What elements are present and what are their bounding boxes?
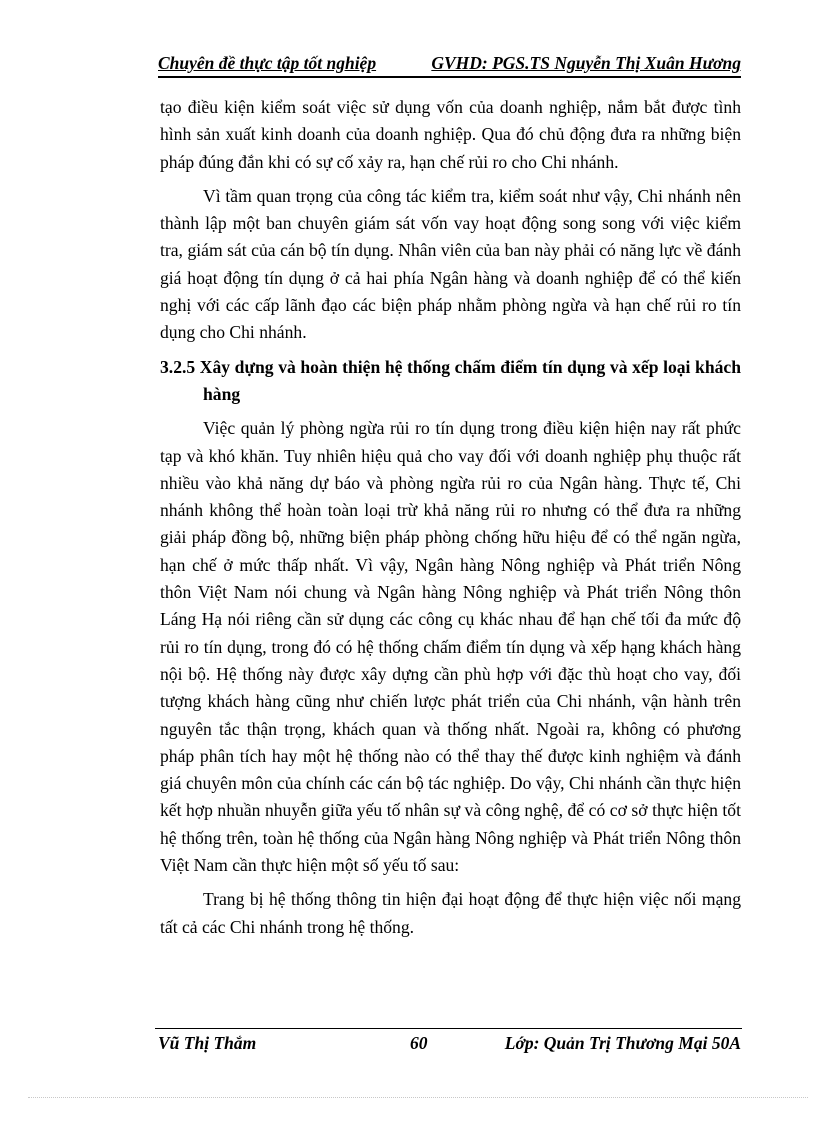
paragraph: Việc quản lý phòng ngừa rủi ro tín dụng trong điều kiện hiện nay rất phức tạp và khó khăn. Tuy nhiên hiệu quả cho vay đối với doanh nghiệp phụ thuộc rất nhiều vào khả năng dự báo và phòng ngừa rủi ro của Ngân hàng. Thực tế, Chi nhánh không thể hoàn toàn loại trừ khả năng rủi ro nhưng có thể đưa ra những giải pháp đồng bộ, những biện pháp phòng chống hữu hiệu để có thể ngăn ngừa, hạn chế ở mức thấp nhất. Vì vậy, Ngân hàng Nông nghiệp và Phát triển Nông thôn Việt Nam nói chung và Ngân hàng Nông nghiệp và Phát triển Nông thôn Láng Hạ nói riêng cần sử dụng các công cụ khác nhau để hạn chế tối đa mức độ rủi ro tín dụng, trong đó có hệ thống chấm điểm tín dụng và xếp hạng khách hàng nội bộ. Hệ thống này được xây dựng cần phù hợp với đặc thù hoạt cho vay, đối tượng khách hàng cũng như chiến lược phát triển của Chi nhánh, vận hành trên nguyên tắc thận trọng, khách quan và thống nhất. Ngoài ra, không có phương pháp phân tích hay một hệ thống nào có thể thay thế được kinh nghiệm và đánh giá chuyên môn của chính các cán bộ tác nghiệp. Do vậy, Chi nhánh cần thực hiện kết hợp nhuần nhuyễn giữa yếu tố nhân sự và công nghệ, để có cơ sở thực hiện tốt hệ thống trên, toàn hệ thống của Ngân hàng Nông nghiệp và Phát triển Nông thôn Việt Nam cần thực hiện một số yếu tố sau: <box>160 418 741 876</box>
header-supervisor: GVHD: PGS.TS Nguyễn Thị Xuân Hương <box>431 53 741 73</box>
footer-class: Lớp: Quản Trị Thương Mại 50A <box>504 1033 741 1053</box>
paragraph-continued: tạo điều kiện kiểm soát việc sử dụng vốn của doanh nghiệp, nắm bắt được tình hình sản xuất kinh doanh của doanh nghiệp. Qua đó chủ động đưa ra những biện pháp đúng đắn khi có sự cố xảy ra, hạn chế rủi ro cho Chi nhánh. <box>160 97 741 172</box>
footer-author: Vũ Thị Thắm <box>158 1033 257 1053</box>
paragraph: Trang bị hệ thống thông tin hiện đại hoạt động để thực hiện việc nối mạng tất cả các Chi nhánh trong hệ thống. <box>160 889 741 937</box>
header-thesis-title: Chuyên đề thực tập tốt nghiệp <box>158 53 377 73</box>
page-number: 60 <box>410 1033 428 1053</box>
page-footer <box>158 1033 741 1054</box>
footer-divider <box>155 1028 742 1029</box>
page-header <box>158 50 741 78</box>
section-heading: 3.2.5 Xây dựng và hoàn thiện hệ thống chấm điểm tín dụng và xếp loại khách hàng <box>160 356 741 404</box>
paragraph: Vì tầm quan trọng của công tác kiểm tra, kiểm soát như vậy, Chi nhánh nên thành lập một ban chuyên giám sát vốn vay hoạt động song song với việc kiểm tra, giám sát của cán bộ tín dụng. Nhân viên của ban này phải có năng lực về đánh giá hoạt động tín dụng ở cả hai phía Ngân hàng và doanh nghiệp để có thể kiến nghị với các cấp lãnh đạo các biện pháp nhằm phòng ngừa và hạn chế rủi ro tín dụng cho Chi nhánh. <box>160 185 741 343</box>
page-edge-dotted-line <box>28 1097 808 1098</box>
document-body <box>160 94 741 948</box>
